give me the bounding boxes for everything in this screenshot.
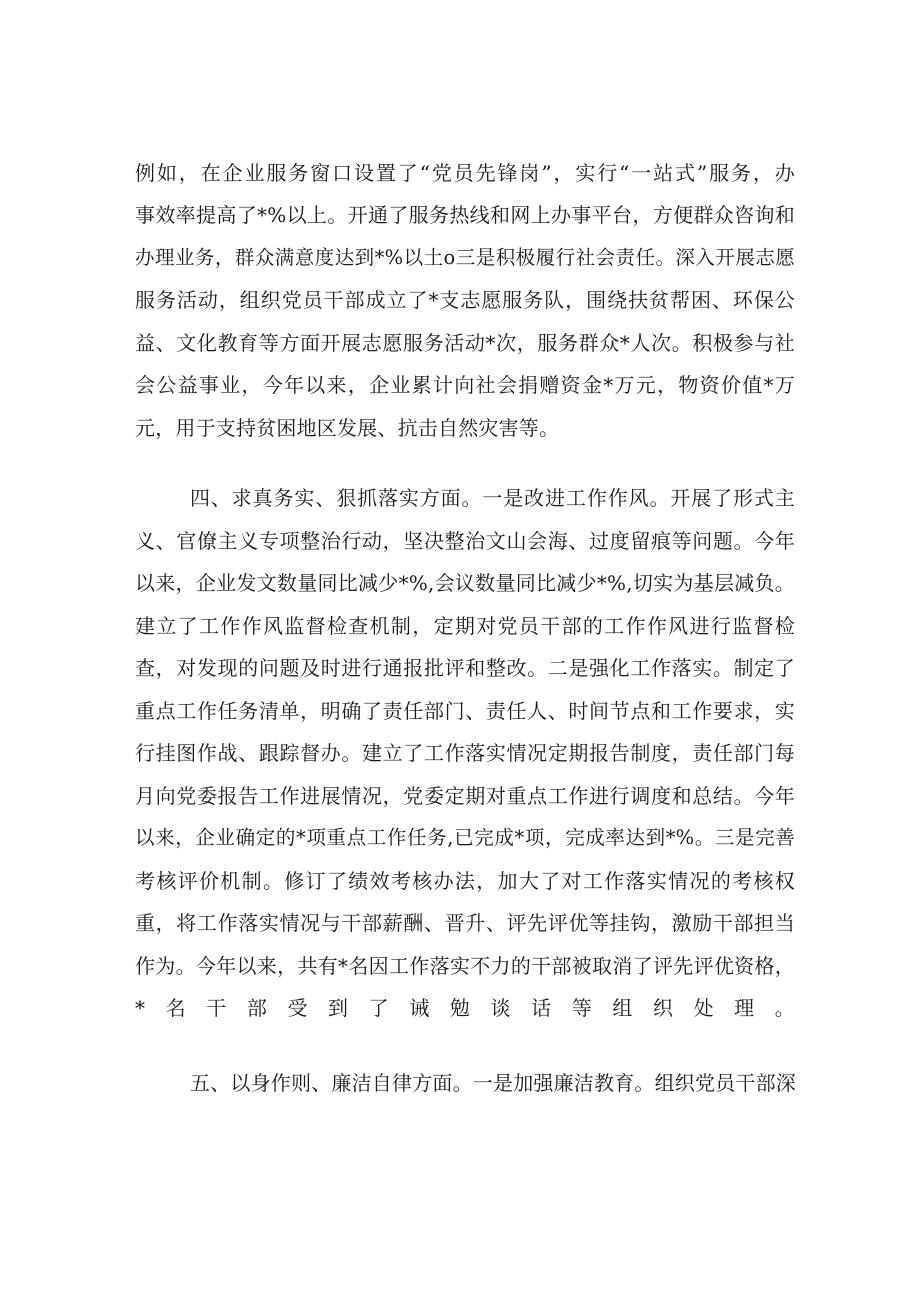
text-line: 考核评价机制。修订了绩效考核办法，加大了对工作落实情况的考核权 — [135, 869, 795, 893]
text-line: 例如，在企业服务窗口设置了“党员先锋岗”，实行“一站式”服务，办 — [135, 161, 795, 185]
text-line: 办理业务，群众满意度达到*%以土o三是积极履行社会责任。深入开展志愿 — [135, 246, 795, 269]
text-line: 以来，企业发文数量同比减少*%,会议数量同比减少*%,切实为基层减负。 — [135, 571, 795, 595]
text-line: 以来，企业确定的*项重点工作任务,已完成*项，完成率达到*%。三是完善 — [135, 826, 795, 849]
text-line: 查，对发现的问题及时进行通报批评和整改。二是强化工作落实。制定了 — [135, 656, 795, 680]
text-line: 建立了工作作风监督检查机制，定期对党员干部的工作作风进行监督检 — [135, 614, 795, 638]
text-line: 行挂图作战、跟踪督办。建立了工作落实情况定期报告制度，责任部门每 — [135, 741, 795, 765]
text-line: 益、文化教育等方面开展志愿服务活动*次，服务群众*人次。积极参与社 — [135, 331, 795, 355]
text-line: 月向党委报告工作进展情况，党委定期对重点工作进行调度和总结。今年 — [135, 784, 795, 808]
text-line: 重，将工作落实情况与干部薪酬、晋升、评先评优等挂钩，激励干部担当 — [135, 911, 795, 935]
text-line: 会公益事业，今年以来，企业累计向社会捐赠资金*万元，物资价值*万 — [135, 373, 795, 397]
section-heading-line: 四、求真务实、狠抓落实方面。一是改进工作作风。开展了形式主 — [190, 486, 795, 510]
text-line: 义、官僚主义专项整治行动，坚决整治文山会海、过度留痕等问题。今年 — [135, 529, 795, 553]
text-line: 服务活动，组织党员干部成立了*支志愿服务队，围绕扶贫帮困、环保公 — [135, 288, 795, 312]
text-line: 元，用于支持贫困地区发展、抗击自然灾害等。 — [135, 416, 560, 440]
text-line: 重点工作任务清单，明确了责任部门、责任人、时间节点和工作要求，实 — [135, 699, 795, 723]
section-heading-line: 五、以身作则、廉洁自律方面。一是加强廉洁教育。组织党员干部深 — [190, 1071, 796, 1095]
text-line: 事效率提高了*%以上。开通了服务热线和网上办事平台，方便群众咨询和 — [135, 203, 795, 227]
text-line: 作为。今年以来，共有*名因工作落实不力的干部被取消了评先评优资格， — [135, 954, 795, 978]
text-line: *名干部受到了诫勉谈话等组织处理。 — [135, 996, 795, 1020]
